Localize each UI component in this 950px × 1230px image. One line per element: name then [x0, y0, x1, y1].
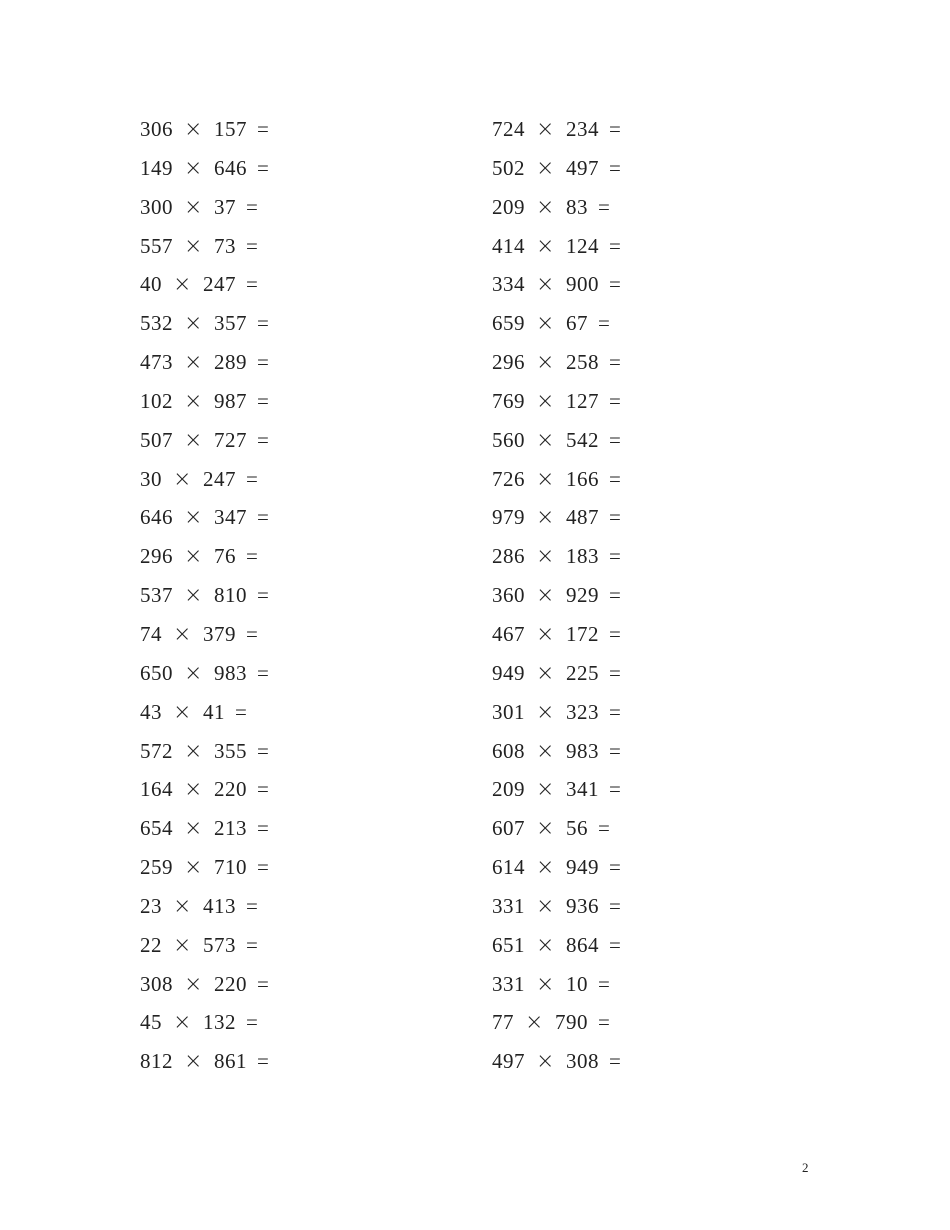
problem-row — [492, 654, 792, 693]
multiply-sign: × — [536, 272, 555, 298]
multiplicand: 22 — [140, 932, 162, 957]
multiply-sign: × — [184, 388, 203, 414]
multiplicand: 532 — [140, 311, 173, 336]
problem-row — [140, 654, 440, 693]
multiplicand: 572 — [140, 738, 173, 763]
multiply-sign: × — [536, 971, 555, 997]
multiplicand: 286 — [492, 544, 525, 569]
problem-row — [140, 498, 440, 537]
equals-sign: = — [608, 932, 622, 957]
multiplicand: 726 — [492, 466, 525, 491]
problem-row — [492, 110, 792, 149]
problem-row — [492, 576, 792, 615]
multiply-sign: × — [184, 738, 203, 764]
multiply-sign: × — [184, 1049, 203, 1075]
multiplier: 41 — [202, 699, 225, 724]
multiplier: 247 — [202, 272, 236, 297]
problem-row — [140, 887, 440, 926]
equals-sign: = — [608, 855, 622, 880]
multiplicand: 301 — [492, 699, 525, 724]
problem-row — [140, 265, 440, 304]
multiplicand: 43 — [140, 699, 162, 724]
problem-row — [492, 1003, 792, 1042]
multiplicand: 360 — [492, 583, 525, 608]
problem-row — [140, 615, 440, 654]
equals-sign: = — [256, 427, 270, 452]
multiply-sign: × — [525, 1010, 544, 1036]
multiplicand: 646 — [140, 505, 173, 530]
multiply-sign: × — [536, 1049, 555, 1075]
multiplicand: 769 — [492, 388, 525, 413]
equals-sign: = — [608, 117, 622, 141]
equals-sign: = — [245, 233, 259, 258]
equals-sign: = — [245, 466, 259, 491]
equals-sign: = — [234, 699, 248, 724]
multiply-sign: × — [184, 311, 203, 337]
multiply-sign: × — [536, 155, 555, 181]
equals-sign: = — [245, 194, 259, 219]
multiplicand: 149 — [140, 155, 173, 180]
equals-sign: = — [245, 932, 259, 957]
problem-row — [140, 809, 440, 848]
problem-row — [140, 537, 440, 576]
multiplier: 497 — [565, 155, 599, 180]
multiply-sign: × — [536, 932, 555, 958]
problem-row — [492, 498, 792, 537]
multiply-sign: × — [536, 194, 555, 220]
multiply-sign: × — [536, 699, 555, 725]
multiply-sign: × — [184, 233, 203, 259]
multiplier: 225 — [565, 660, 599, 685]
multiplier: 710 — [213, 855, 247, 880]
multiplier: 929 — [565, 583, 599, 608]
equals-sign: = — [256, 155, 270, 180]
multiply-sign: × — [536, 816, 555, 842]
problem-row — [492, 149, 792, 188]
equals-sign: = — [608, 505, 622, 530]
multiplicand: 557 — [140, 233, 173, 258]
multiplicand: 659 — [492, 311, 525, 336]
multiply-sign: × — [173, 932, 192, 958]
multiplicand: 607 — [492, 816, 525, 841]
multiplicand: 40 — [140, 272, 162, 297]
multiplicand: 164 — [140, 777, 173, 802]
left-problem-column — [140, 110, 440, 1081]
equals-sign: = — [608, 272, 622, 297]
equals-sign: = — [256, 388, 270, 413]
equals-sign: = — [256, 505, 270, 530]
problem-row — [140, 382, 440, 421]
multiplier: 56 — [565, 816, 588, 841]
equals-sign: = — [608, 1049, 622, 1074]
multiplicand: 650 — [140, 660, 173, 685]
problem-row — [492, 188, 792, 227]
multiplier: 76 — [213, 544, 236, 569]
multiply-sign: × — [184, 194, 203, 220]
equals-sign: = — [608, 583, 622, 608]
multiplicand: 102 — [140, 388, 173, 413]
problem-row — [492, 887, 792, 926]
multiply-sign: × — [184, 777, 203, 803]
multiply-sign: × — [184, 505, 203, 531]
multiplier: 73 — [213, 233, 236, 258]
multiplicand: 74 — [140, 621, 162, 646]
multiplier: 987 — [213, 388, 247, 413]
equals-sign: = — [256, 583, 270, 608]
multiplier: 542 — [565, 427, 599, 452]
problem-row — [492, 693, 792, 732]
equals-sign: = — [608, 466, 622, 491]
problem-row — [492, 265, 792, 304]
multiplicand: 259 — [140, 855, 173, 880]
multiplier: 183 — [565, 544, 599, 569]
multiply-sign: × — [536, 350, 555, 376]
equals-sign: = — [256, 816, 270, 841]
problem-row — [140, 421, 440, 460]
problem-row — [140, 965, 440, 1004]
equals-sign: = — [608, 660, 622, 685]
equals-sign: = — [245, 544, 259, 569]
multiply-sign: × — [184, 350, 203, 376]
multiplier: 213 — [213, 816, 247, 841]
problem-row — [140, 149, 440, 188]
multiplier: 355 — [213, 738, 247, 763]
problem-row — [140, 343, 440, 382]
equals-sign: = — [608, 233, 622, 258]
multiply-sign: × — [184, 660, 203, 686]
multiply-sign: × — [536, 311, 555, 337]
multiplier: 983 — [213, 660, 247, 685]
multiplier: 646 — [213, 155, 247, 180]
page-number: 2 — [802, 1160, 809, 1175]
multiplicand: 331 — [492, 971, 525, 996]
multiplicand: 979 — [492, 505, 525, 530]
multiply-sign: × — [173, 621, 192, 647]
multiplicand: 334 — [492, 272, 525, 297]
problem-row — [140, 304, 440, 343]
problem-row — [140, 770, 440, 809]
multiply-sign: × — [184, 583, 203, 609]
multiplier: 220 — [213, 777, 247, 802]
problem-row — [492, 304, 792, 343]
multiply-sign: × — [173, 893, 192, 919]
equals-sign: = — [608, 893, 622, 918]
problem-row — [140, 1042, 440, 1081]
equals-sign: = — [245, 893, 259, 918]
multiplier: 67 — [565, 311, 588, 336]
problem-row — [140, 227, 440, 266]
multiplier: 220 — [213, 971, 247, 996]
multiplicand: 467 — [492, 621, 525, 646]
equals-sign: = — [256, 738, 270, 763]
multiply-sign: × — [536, 777, 555, 803]
problem-row — [492, 343, 792, 382]
multiplier: 83 — [565, 194, 588, 219]
multiply-sign: × — [536, 738, 555, 764]
multiplicand: 306 — [140, 117, 173, 141]
multiplicand: 651 — [492, 932, 525, 957]
multiplier: 413 — [202, 893, 236, 918]
multiplicand: 296 — [492, 350, 525, 375]
equals-sign: = — [608, 350, 622, 375]
multiplicand: 296 — [140, 544, 173, 569]
equals-sign: = — [245, 1010, 259, 1035]
equals-sign: = — [597, 311, 611, 336]
equals-sign: = — [608, 699, 622, 724]
problem-row — [492, 809, 792, 848]
multiply-sign: × — [173, 1010, 192, 1036]
equals-sign: = — [256, 660, 270, 685]
multiplier: 166 — [565, 466, 599, 491]
multiply-sign: × — [184, 816, 203, 842]
problem-row — [140, 732, 440, 771]
multiply-sign: × — [184, 427, 203, 453]
multiplier: 864 — [565, 932, 599, 957]
problem-row — [140, 848, 440, 887]
multiply-sign: × — [184, 971, 203, 997]
multiplier: 810 — [213, 583, 247, 608]
problem-row — [492, 926, 792, 965]
multiplicand: 414 — [492, 233, 525, 258]
multiplier: 258 — [565, 350, 599, 375]
problem-row — [492, 615, 792, 654]
equals-sign: = — [597, 1010, 611, 1035]
multiplicand: 209 — [492, 194, 525, 219]
equals-sign: = — [597, 971, 611, 996]
multiplicand: 560 — [492, 427, 525, 452]
problem-row — [140, 576, 440, 615]
multiplicand: 724 — [492, 117, 525, 141]
multiplier: 861 — [213, 1049, 247, 1074]
equals-sign: = — [608, 155, 622, 180]
multiplier: 573 — [202, 932, 236, 957]
multiply-sign: × — [536, 544, 555, 570]
multiplier: 234 — [565, 117, 599, 141]
problem-row — [140, 460, 440, 499]
multiply-sign: × — [536, 117, 555, 142]
multiply-sign: × — [536, 388, 555, 414]
equals-sign: = — [256, 777, 270, 802]
multiply-sign: × — [536, 583, 555, 609]
equals-sign: = — [608, 738, 622, 763]
multiplicand: 507 — [140, 427, 173, 452]
multiplier: 157 — [213, 117, 247, 141]
problem-row — [492, 732, 792, 771]
multiply-sign: × — [173, 466, 192, 492]
multiplier: 487 — [565, 505, 599, 530]
multiply-sign: × — [536, 660, 555, 686]
multiply-sign: × — [536, 466, 555, 492]
multiplier: 341 — [565, 777, 599, 802]
equals-sign: = — [256, 855, 270, 880]
equals-sign: = — [256, 311, 270, 336]
multiplicand: 473 — [140, 350, 173, 375]
multiply-sign: × — [184, 544, 203, 570]
multiplier: 379 — [202, 621, 236, 646]
multiply-sign: × — [184, 855, 203, 881]
multiplier: 124 — [565, 233, 599, 258]
multiplicand: 45 — [140, 1010, 162, 1035]
problem-row — [492, 382, 792, 421]
equals-sign: = — [608, 427, 622, 452]
multiplier: 727 — [213, 427, 247, 452]
problem-row — [492, 227, 792, 266]
problem-row — [140, 110, 440, 149]
multiplier: 357 — [213, 311, 247, 336]
problem-row — [492, 460, 792, 499]
multiplicand: 30 — [140, 466, 162, 491]
right-problem-column — [492, 110, 792, 1081]
equals-sign: = — [245, 272, 259, 297]
multiplier: 10 — [565, 971, 588, 996]
multiplicand: 23 — [140, 893, 162, 918]
multiply-sign: × — [536, 427, 555, 453]
multiplier: 900 — [565, 272, 599, 297]
multiply-sign: × — [173, 272, 192, 298]
multiply-sign: × — [536, 621, 555, 647]
equals-sign: = — [608, 544, 622, 569]
multiplier: 247 — [202, 466, 236, 491]
multiplier: 983 — [565, 738, 599, 763]
multiplier: 172 — [565, 621, 599, 646]
equals-sign: = — [256, 350, 270, 375]
problem-row — [140, 1003, 440, 1042]
multiply-sign: × — [536, 505, 555, 531]
multiplier: 790 — [554, 1010, 588, 1035]
multiplier: 323 — [565, 699, 599, 724]
multiplicand: 537 — [140, 583, 173, 608]
equals-sign: = — [245, 621, 259, 646]
multiply-sign: × — [184, 117, 203, 142]
problem-row — [140, 693, 440, 732]
multiplicand: 608 — [492, 738, 525, 763]
multiplier: 936 — [565, 893, 599, 918]
problem-row — [492, 537, 792, 576]
multiply-sign: × — [173, 699, 192, 725]
multiplicand: 497 — [492, 1049, 525, 1074]
multiplier: 37 — [213, 194, 236, 219]
equals-sign: = — [256, 117, 270, 141]
multiplicand: 209 — [492, 777, 525, 802]
multiplicand: 812 — [140, 1049, 173, 1074]
multiplicand: 502 — [492, 155, 525, 180]
problem-row — [492, 848, 792, 887]
multiplier: 127 — [565, 388, 599, 413]
multiplicand: 614 — [492, 855, 525, 880]
multiplicand: 300 — [140, 194, 173, 219]
multiplier: 308 — [565, 1049, 599, 1074]
problem-row — [492, 770, 792, 809]
multiplicand: 331 — [492, 893, 525, 918]
equals-sign: = — [597, 194, 611, 219]
multiplicand: 949 — [492, 660, 525, 685]
multiplicand: 654 — [140, 816, 173, 841]
equals-sign: = — [256, 1049, 270, 1074]
equals-sign: = — [608, 388, 622, 413]
problem-row — [492, 421, 792, 460]
multiplier: 132 — [202, 1010, 236, 1035]
multiply-sign: × — [184, 155, 203, 181]
problem-row — [140, 926, 440, 965]
multiply-sign: × — [536, 893, 555, 919]
equals-sign: = — [608, 621, 622, 646]
problem-row — [492, 965, 792, 1004]
equals-sign: = — [256, 971, 270, 996]
equals-sign: = — [597, 816, 611, 841]
multiplier: 289 — [213, 350, 247, 375]
equals-sign: = — [608, 777, 622, 802]
multiply-sign: × — [536, 233, 555, 259]
multiplier: 347 — [213, 505, 247, 530]
problem-row — [492, 1042, 792, 1081]
multiplier: 949 — [565, 855, 599, 880]
multiplicand: 308 — [140, 971, 173, 996]
problem-row — [140, 188, 440, 227]
multiply-sign: × — [536, 855, 555, 881]
multiplicand: 77 — [492, 1010, 514, 1035]
